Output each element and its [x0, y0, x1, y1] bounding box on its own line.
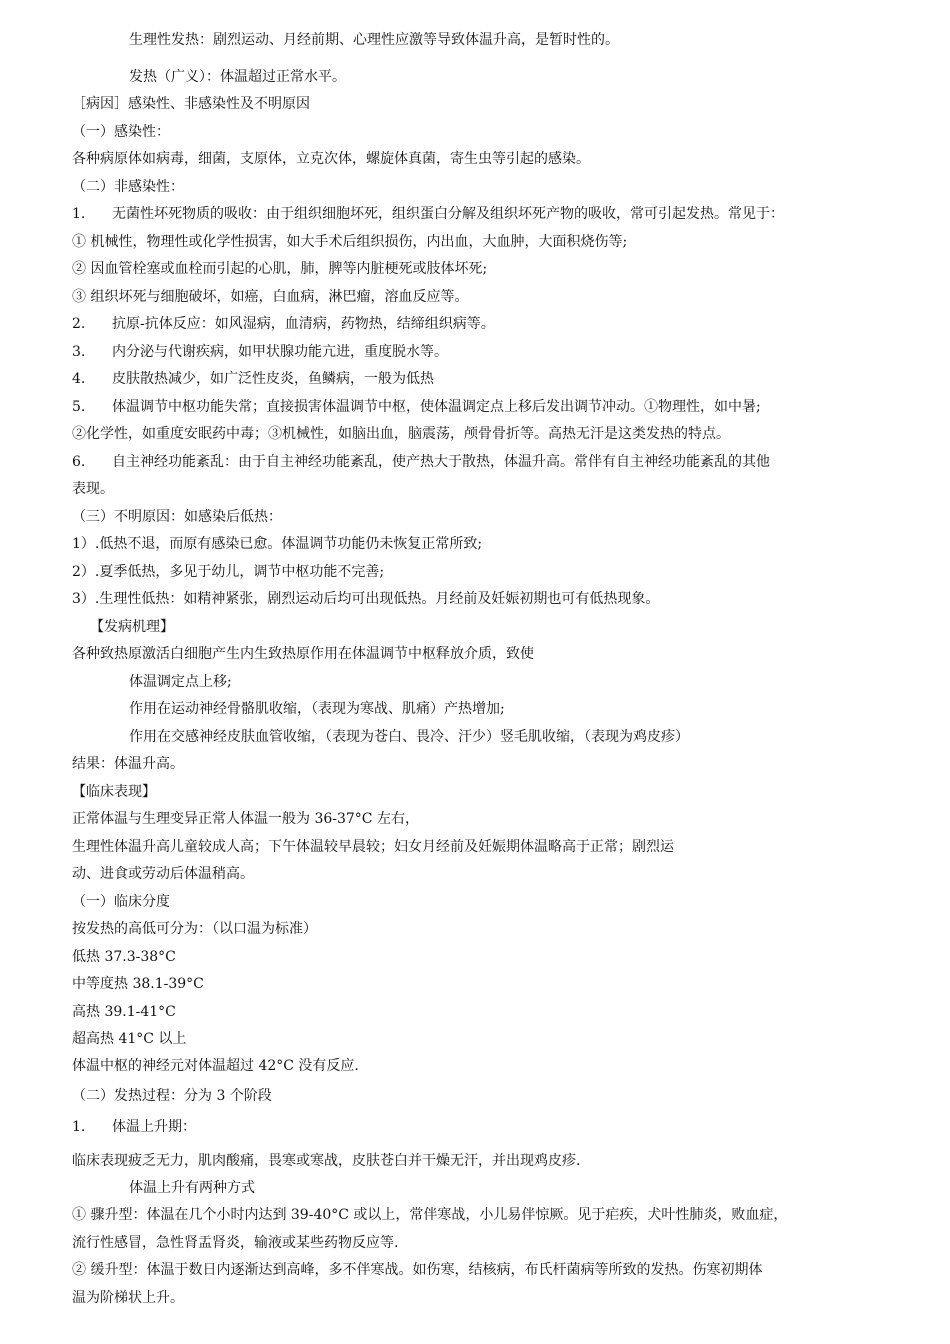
item-text: 内分泌与代谢疾病，如甲状腺功能亢进，重度脱水等。 [112, 344, 448, 360]
text-line: 超高热 41°C 以上 [72, 1031, 187, 1047]
item-text: 体温上升期： [112, 1119, 196, 1135]
text-line: 1）.低热不退，而原有感染已愈。体温调节功能仍未恢复正常所致; [72, 536, 483, 552]
numbered-item [72, 204, 784, 224]
subsection-heading: （三）不明原因：如感染后低热： [72, 509, 282, 525]
item-text: 无菌性坏死物质的吸收：由于组织细胞坏死，组织蛋白分解及组织坏死产物的吸收，常可引起发热。常见于： [112, 206, 784, 222]
item-text: 皮肤散热减少，如广泛性皮炎，鱼鳞病，一般为低热 [112, 371, 434, 387]
subsection-heading: （一）感染性： [72, 124, 170, 140]
text-line: 高热 39.1-41°C [72, 1004, 176, 1020]
subsection-heading: （二）非感染性： [72, 179, 184, 195]
text-line: 生理性发热：剧烈运动、月经前期、心理性应激等导致体温升高，是暂时性的。 [129, 32, 619, 48]
text-line: 生理性体温升高儿童较成人高；下午体温较早晨较；妇女月经前及妊娠期体温略高于正常；剧烈运 [72, 839, 674, 855]
text-line: 温为阶梯状上升。 [72, 1290, 184, 1306]
text-line: ② 因血管栓塞或血栓而引起的心肌，肺，脾等内脏梗死或肢体坏死; [72, 261, 488, 277]
section-heading: 【临床表现】 [72, 784, 156, 800]
text-line: 作用在运动神经骨骼肌收缩，（表现为寒战、肌痛）产热增加; [129, 701, 505, 717]
text-line: 发热（广义）：体温超过正常水平。 [129, 69, 346, 85]
text-line: ② 缓升型：体温于数日内逐渐达到高峰，多不伴寒战。如伤寒，结核病，布氏杆菌病等所致的发热。伤寒初期体 [72, 1262, 763, 1278]
item-text: 自主神经功能紊乱：由于自主神经功能紊乱，使产热大于散热，体温升高。常伴有自主神经功能紊乱的其他 [112, 454, 770, 470]
text-line: ① 骤升型：体温在几个小时内达到 39-40°C 或以上，常伴寒战，小儿易伴惊厥。见于疟疾，犬叶性肺炎，败血症， [72, 1207, 788, 1223]
item-number: 5. [72, 399, 86, 415]
text-line: ②化学性，如重度安眠药中毒；③机械性，如脑出血，脑震荡，颅骨骨折等。高热无汗是这类发热的特点。 [72, 426, 730, 442]
item-number: 3. [72, 344, 86, 360]
item-number: 6. [72, 454, 86, 470]
text-line: 正常体温与生理变异正常人体温一般为 36-37°C 左右， [72, 811, 419, 827]
section-heading: ［病因］感染性、非感染性及不明原因 [72, 96, 310, 112]
numbered-item [72, 314, 495, 334]
item-text: 体温调节中枢功能失常；直接损害体温调节中枢，使体温调定点上移后发出调节冲动。①物理性，如中暑; [112, 399, 761, 415]
numbered-item [72, 397, 761, 417]
text-line: 结果：体温升高。 [72, 756, 184, 772]
text-line: 3）.生理性低热：如精神紧张，剧烈运动后均可出现低热。月经前及妊娠初期也可有低热现象。 [72, 591, 660, 607]
item-number: 1. [72, 1119, 86, 1135]
text-line: 各种病原体如病毒，细菌，支原体，立克次体，螺旋体真菌，寄生虫等引起的感染。 [72, 151, 590, 167]
numbered-item [72, 1117, 196, 1137]
item-text: 抗原-抗体反应：如风湿病，血清病，药物热，结缔组织病等。 [112, 316, 495, 332]
text-line: 体温上升有两种方式 [129, 1180, 255, 1196]
item-number: 2. [72, 316, 86, 332]
section-heading: 【发病机理】 [90, 619, 174, 635]
subsection-heading: （二）发热过程：分为 3 个阶段 [72, 1088, 272, 1104]
text-line: 2）.夏季低热，多见于幼儿，调节中枢功能不完善; [72, 564, 385, 580]
text-line: 中等度热 38.1-39°C [72, 976, 204, 992]
text-line: 体温中枢的神经元对体温超过 42°C 没有反应. [72, 1058, 359, 1074]
text-line: ① 机械性，物理性或化学性损害，如大手术后组织损伤，内出血，大血肿，大面积烧伤等; [72, 234, 628, 250]
text-line: 作用在交感神经皮肤血管收缩，（表现为苍白、畏冷、汗少）竖毛肌收缩，（表现为鸡皮疹） [129, 729, 689, 745]
numbered-item [72, 452, 770, 472]
subsection-heading: （一）临床分度 [72, 894, 170, 910]
numbered-item [72, 342, 448, 362]
item-number: 4. [72, 371, 86, 387]
text-line: 临床表现疲乏无力，肌肉酸痛，畏寒或寒战，皮肤苍白并干燥无汗，并出现鸡皮疹. [72, 1153, 581, 1169]
text-line: 各种致热原激活白细胞产生内生致热原作用在体温调节中枢释放介质，致使 [72, 646, 534, 662]
text-line: ③ 组织坏死与细胞破坏，如癌，白血病，淋巴瘤，溶血反应等。 [72, 289, 469, 305]
text-line: 表现。 [72, 481, 114, 497]
item-number: 1. [72, 206, 86, 222]
text-line: 体温调定点上移; [129, 674, 232, 690]
text-line: 流行性感冒，急性肾盂肾炎，输液或某些药物反应等. [72, 1235, 399, 1251]
text-line: 低热 37.3-38°C [72, 949, 176, 965]
text-line: 动、进食或劳动后体温稍高。 [72, 866, 254, 882]
numbered-item [72, 369, 434, 389]
text-line: 按发热的高低可分为：（以口温为标准） [72, 921, 317, 937]
